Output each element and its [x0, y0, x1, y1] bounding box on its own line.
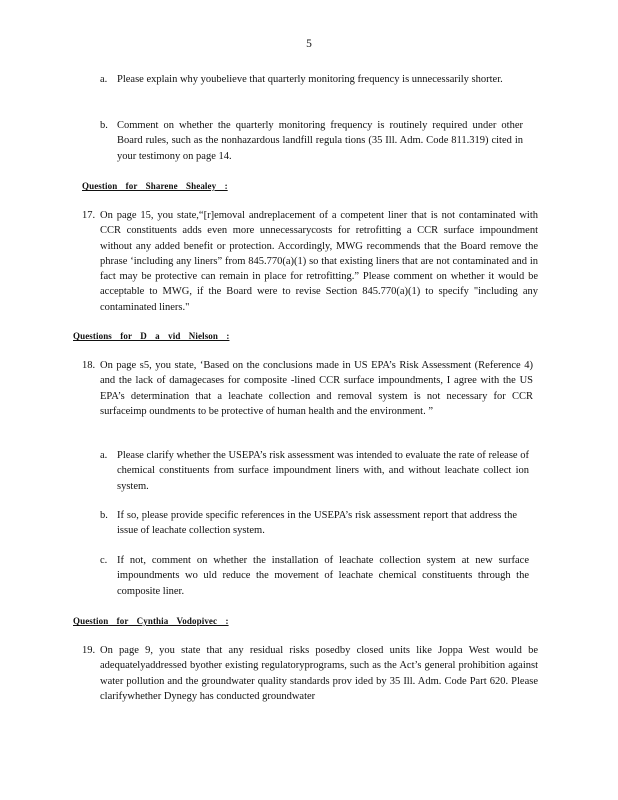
question-17-text: On page 15, you state,“[r]emoval andreplacement of a competent liner that is not contaminated with CCR constituents adds even more unnecessarycosts for retrofitting a CCR surface impoundment without any added benefit or protection. Accordingly, MWG recommends that the Board remove the phrase ‘including any liners” from 845.770(a)(1) so that existing liners that are not contaminated and in fact may be protective can remain in place for retrofitting.” Please comment on whether it would be acceptable to MWG, if the Board were to revise Section 845.770(a)(1) to specify "including any contaminated liners."	[100, 210, 538, 313]
item-a-question	[117, 72, 512, 87]
section-heading-shealey: Question for Sharene Shealey :	[82, 181, 228, 191]
question-17	[100, 208, 538, 315]
item-b-2-question	[117, 508, 517, 539]
item-b-text: Comment on whether the quarterly monitoring frequency is routinely required under other Board rules, such as the nonhazardous landfill regula tions (35 Ill. Adm. Code 811.319) cited in your testimony on page 14.	[117, 120, 523, 162]
item-a-label: a.	[100, 74, 108, 85]
section-heading-nielson: Questions for D a vid Nielson :	[73, 331, 230, 341]
section-heading-vodopivec: Question for Cynthia Vodopivec :	[73, 616, 229, 626]
item-b-2-text: If so, please provide specific references in the USEPA’s risk assessment report that address the issue of leachate collection system.	[117, 510, 517, 537]
question-18-text: On page s5, you state, ‘Based on the conclusions made in US EPA’s Risk Assessment (Reference 4) and the lack of damagecases for composite -lined CCR surface impoundments, I agree with the US EPA’s determination that a leachate collection and removal system is not necessary for CCR surfaceimp oundments to be protective of human health and the environment. ”	[100, 360, 533, 417]
item-a-2-label: a.	[100, 450, 108, 461]
item-c-2-question	[117, 553, 529, 599]
item-a-text: Please explain why youbelieve that quarterly monitoring frequency is unnecessarily shorter.	[117, 74, 503, 85]
page-number: 5	[306, 38, 312, 50]
item-b-label: b.	[100, 120, 108, 131]
item-c-2-text: If not, comment on whether the installation of leachate collection system at new surface impoundments wo uld reduce the movement of leachate chemical constituents through the composite liner.	[117, 555, 529, 597]
question-19	[100, 643, 538, 704]
question-18	[100, 358, 533, 419]
item-b-question	[117, 118, 523, 164]
question-19-text: On page 9, you state that any residual risks posedby closed units like Joppa West would be adequatelyaddressed byother existing regulatoryprograms, such as the Act’s general prohibition against water pollution and the groundwater quality standards prov ided by 35 Ill. Adm. Code Part 620. Please clarifywhether Dynegy has conducted groundwater	[100, 645, 538, 702]
question-19-number: 19.	[82, 645, 96, 656]
question-17-number: 17.	[82, 210, 96, 221]
item-a-2-text: Please clarify whether the USEPA’s risk assessment was intended to evaluate the rate of release of chemical constituents from surface impoundment liners with, and without leachate collect ion system.	[117, 450, 529, 492]
question-18-number: 18.	[82, 360, 96, 371]
item-c-2-label: c.	[100, 555, 108, 566]
item-a-2-question	[117, 448, 529, 494]
item-b-2-label: b.	[100, 510, 108, 521]
